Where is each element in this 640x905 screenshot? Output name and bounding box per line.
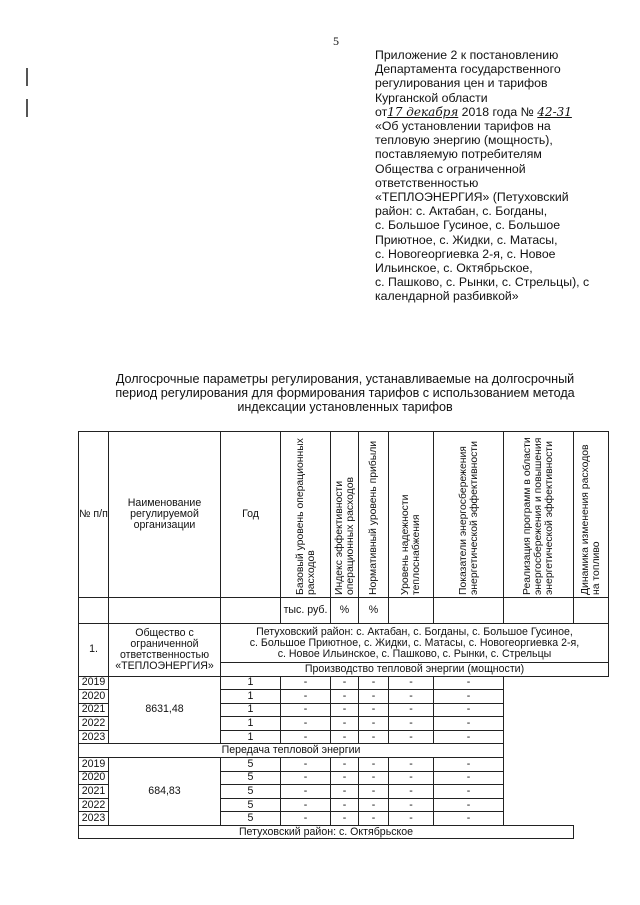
profit-cell: - xyxy=(281,771,331,785)
location-text xyxy=(221,624,609,663)
margin-mark xyxy=(26,68,28,86)
section1-title: Производство тепловой энергии (мощности) xyxy=(221,663,609,677)
text-line: Общество с xyxy=(135,626,194,639)
text-line: Долгосрочные параметры регулирования, устанавливаемые на долгосрочный xyxy=(115,372,575,386)
appendix-subject xyxy=(375,119,625,304)
text-line: с. Большое Гусиное, с. Большое xyxy=(375,218,561,233)
document-title xyxy=(90,372,600,414)
table-row xyxy=(79,757,609,771)
year-cell: 2020 xyxy=(79,690,109,704)
index-cell: 5 xyxy=(221,771,281,785)
program-cell: - xyxy=(389,771,434,785)
profit-cell: - xyxy=(281,798,331,812)
program-cell: - xyxy=(389,730,434,744)
text-line: Приютное, с. Жидки, с. Матасы, xyxy=(375,232,558,247)
reliability-cell: - xyxy=(331,798,359,812)
text-line: индексации установленных тарифов xyxy=(237,400,453,414)
table-row xyxy=(79,676,609,690)
page-number: 5 xyxy=(333,34,339,48)
reliability-cell: - xyxy=(331,757,359,771)
text-line: период регулирования для формирования тарифов с использованием метода xyxy=(115,386,575,400)
reliability-cell: - xyxy=(331,730,359,744)
fuel-cell: - xyxy=(434,798,504,812)
text-line: с. Пашково, с. Рынки, с. Стрельцы), с xyxy=(375,275,590,290)
units-row xyxy=(79,598,609,624)
year-cell: 2021 xyxy=(79,703,109,717)
text-line: с. Новогеоргиевка 2-я, с. Новое xyxy=(375,246,556,261)
text-line: календарной разбивкой» xyxy=(375,289,519,304)
text-line: Департамента государственного xyxy=(375,62,561,77)
margin-mark xyxy=(26,99,28,117)
text-line: с. Новое Ильинское, с. Пашково, с. Рынки, с. Стрельцы xyxy=(277,647,552,660)
handwritten-number: 42-31 xyxy=(537,104,572,119)
col-num-header: № п/п xyxy=(79,432,109,598)
section2-title: Передача тепловой энергии xyxy=(79,744,504,758)
section-row xyxy=(79,744,609,758)
reliability-cell: - xyxy=(331,690,359,704)
date-suffix: 2018 года № xyxy=(458,104,534,119)
text-line: Курганской области xyxy=(375,90,488,105)
profit-cell: - xyxy=(281,757,331,771)
footer-location: Петуховский район: с. Октябрьское xyxy=(79,825,574,839)
index-cell: 5 xyxy=(221,798,281,812)
unit-profit: % xyxy=(359,598,389,624)
appendix-header xyxy=(375,48,625,105)
reliability-cell: - xyxy=(331,785,359,799)
fuel-cell: - xyxy=(434,757,504,771)
col-base-header xyxy=(281,432,331,598)
program-cell: - xyxy=(389,690,434,704)
profit-header-text: Нормативный уровень прибыли xyxy=(368,440,379,595)
location-row xyxy=(79,624,609,663)
base-header-text: Базовый уровень операционных расходов xyxy=(294,437,317,595)
energy-cell: - xyxy=(359,690,389,704)
fuel-cell: - xyxy=(434,771,504,785)
appendix-block xyxy=(375,48,625,304)
text-line: ответственностью xyxy=(119,648,210,661)
year-cell: 2019 xyxy=(79,676,109,690)
profit-cell: - xyxy=(281,730,331,744)
text-line: «ТЕПЛОЭНЕРГИЯ» (Петуховский xyxy=(375,190,569,205)
reliability-cell: - xyxy=(331,771,359,785)
reliability-cell: - xyxy=(331,703,359,717)
fuel-cell: - xyxy=(434,717,504,731)
date-prefix: от xyxy=(375,104,388,119)
program-cell: - xyxy=(389,812,434,826)
index-cell: 5 xyxy=(221,812,281,826)
footer-location-row xyxy=(79,825,609,839)
energy-cell: - xyxy=(359,812,389,826)
unit-base: тыс. руб. xyxy=(281,598,331,624)
text-line: Приложение 2 к постановлению xyxy=(375,48,559,62)
col-org-header: Наименование регулируемой организации xyxy=(109,432,221,598)
handwritten-date: 17 декабря xyxy=(387,104,459,119)
profit-cell: - xyxy=(281,717,331,731)
year-cell: 2022 xyxy=(79,717,109,731)
energy-cell: - xyxy=(359,703,389,717)
text-line: «ТЕПЛОЭНЕРГИЯ» xyxy=(115,659,214,672)
col-program-header xyxy=(504,432,574,598)
profit-cell: - xyxy=(281,676,331,690)
fuel-cell: - xyxy=(434,785,504,799)
index-cell: 1 xyxy=(221,717,281,731)
year-cell: 2020 xyxy=(79,771,109,785)
col-energy-header xyxy=(434,432,504,598)
fuel-cell: - xyxy=(434,730,504,744)
energy-cell: - xyxy=(359,798,389,812)
profit-cell: - xyxy=(281,690,331,704)
col-index-header xyxy=(331,432,359,598)
fuel-cell: - xyxy=(434,676,504,690)
year-cell: 2023 xyxy=(79,730,109,744)
reliability-cell: - xyxy=(331,676,359,690)
reliability-cell: - xyxy=(331,717,359,731)
profit-cell: - xyxy=(281,785,331,799)
section2-rows xyxy=(79,757,609,825)
organization-name xyxy=(109,624,221,677)
section1-rows xyxy=(79,676,609,744)
energy-cell: - xyxy=(359,717,389,731)
text-line: регулирования цен и тарифов xyxy=(375,76,548,91)
energy-cell: - xyxy=(359,730,389,744)
col-fuel-header xyxy=(574,432,609,598)
appendix-date-line xyxy=(375,105,625,119)
program-cell: - xyxy=(389,757,434,771)
year-cell: 2019 xyxy=(79,757,109,771)
text-line: ответственностью xyxy=(375,175,479,190)
year-cell: 2021 xyxy=(79,785,109,799)
text-line: район: с. Актабан, с. Богданы, xyxy=(375,204,548,219)
reliability-cell: - xyxy=(331,812,359,826)
unit-index: % xyxy=(331,598,359,624)
program-cell: - xyxy=(389,717,434,731)
text-line: ограниченной xyxy=(130,637,199,650)
profit-cell: - xyxy=(281,812,331,826)
index-header-text: Индекс эффективности операционных расходов xyxy=(333,476,356,595)
energy-header-text: Показатели энергосбережения энергетической эффективности xyxy=(457,440,480,595)
base-value-cell: 684,83 xyxy=(109,757,221,825)
parameters-table xyxy=(78,431,609,839)
year-cell: 2022 xyxy=(79,798,109,812)
index-cell: 5 xyxy=(221,757,281,771)
fuel-cell: - xyxy=(434,690,504,704)
energy-cell: - xyxy=(359,771,389,785)
text-line: Петуховский район: с. Актабан, с. Богданы, с. Большое Гусиное, xyxy=(256,625,573,638)
index-cell: 1 xyxy=(221,676,281,690)
program-cell: - xyxy=(389,703,434,717)
row-number: 1. xyxy=(79,624,109,677)
index-cell: 1 xyxy=(221,703,281,717)
text-line: с. Большое Приютное, с. Жидки, с. Матасы, с. Новогеоргиевка 2-я, xyxy=(249,636,580,649)
col-year-header: Год xyxy=(221,432,281,598)
program-cell: - xyxy=(389,798,434,812)
program-cell: - xyxy=(389,676,434,690)
index-cell: 1 xyxy=(221,690,281,704)
col-reliability-header xyxy=(389,432,434,598)
header-row xyxy=(79,432,609,598)
fuel-header-text: Динамика изменения расходов на топливо xyxy=(580,443,602,595)
year-cell: 2023 xyxy=(79,812,109,826)
energy-cell: - xyxy=(359,676,389,690)
text-line: «Об установлении тарифов на xyxy=(375,119,551,134)
text-line: поставляемую потребителям xyxy=(375,147,542,162)
fuel-cell: - xyxy=(434,703,504,717)
energy-cell: - xyxy=(359,785,389,799)
text-line: Общества с ограниченной xyxy=(375,161,526,176)
reliability-header-text: Уровень надежности теплоснабжения xyxy=(400,494,422,595)
program-cell: - xyxy=(389,785,434,799)
base-value-cell: 8631,48 xyxy=(109,676,221,744)
index-cell: 1 xyxy=(221,730,281,744)
text-line: Ильинское, с. Октябрьское, xyxy=(375,261,533,276)
index-cell: 5 xyxy=(221,785,281,799)
program-header-text: Реализация программ в области энергосбережения и повышения энергетической эффективности xyxy=(522,436,555,595)
text-line: тепловую энергию (мощность), xyxy=(375,133,553,148)
profit-cell: - xyxy=(281,703,331,717)
fuel-cell: - xyxy=(434,812,504,826)
energy-cell: - xyxy=(359,757,389,771)
col-profit-header xyxy=(359,432,389,598)
